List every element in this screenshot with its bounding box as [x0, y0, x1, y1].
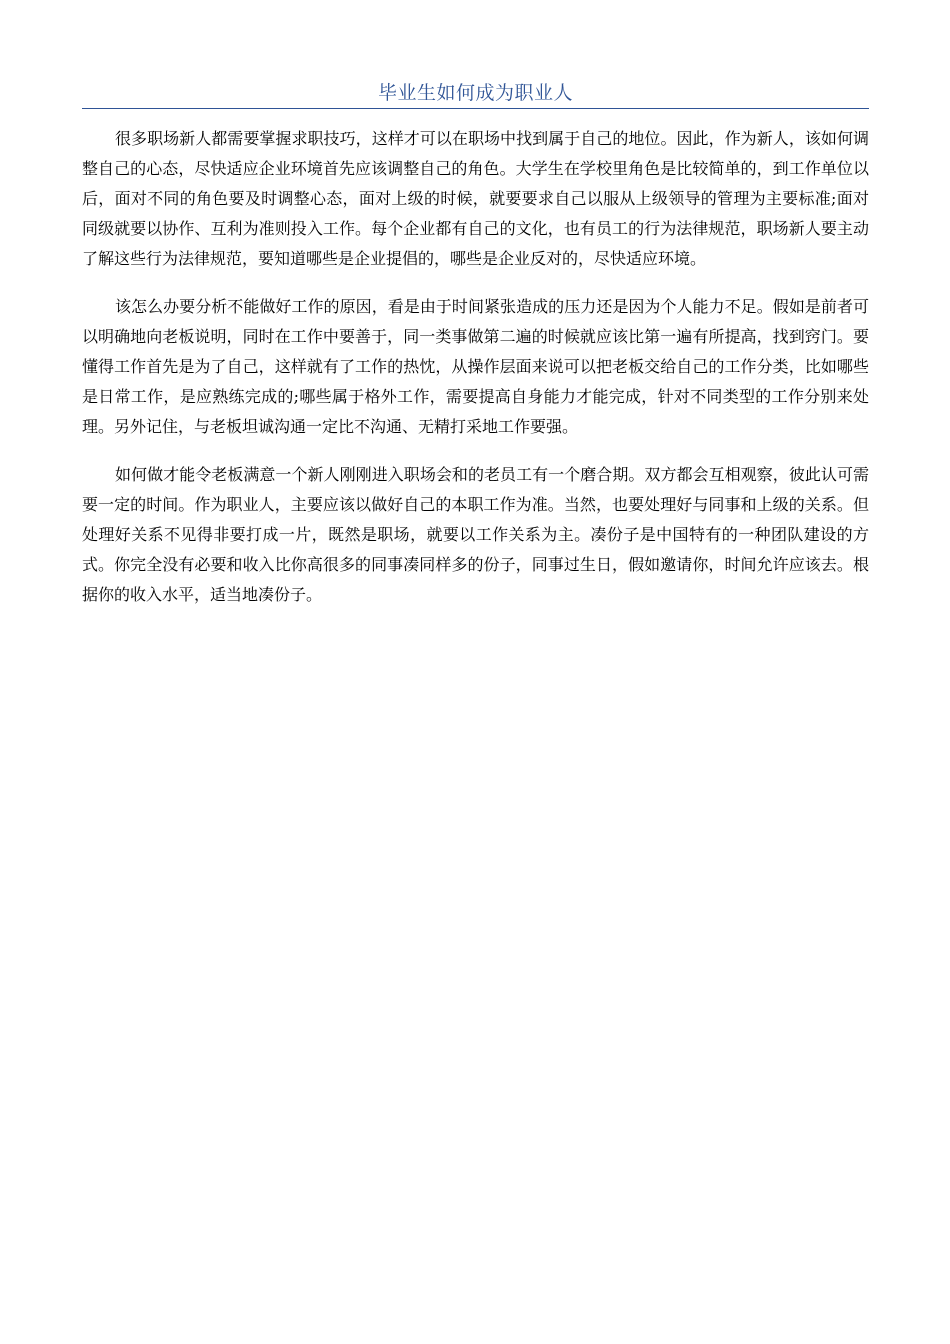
paragraph-2: 该怎么办要分析不能做好工作的原因，看是由于时间紧张造成的压力还是因为个人能力不足。假如是前者可以明确地向老板说明，同时在工作中要善于，同一类事做第二遍的时候就应该比第一遍有所提高，找到窍门。要懂得工作首先是为了自己，这样就有了工作的热忱，从操作层面来说可以把老板交给自己的工作分类，比如哪些是日常工作，是应熟练完成的;哪些属于格外工作，需要提高自身能力才能完成，针对不同类型的工作分别来处理。另外记住，与老板坦诚沟通一定比不沟通、无精打采地工作要强。 — [82, 297, 869, 436]
paragraph-1: 很多职场新人都需要掌握求职技巧，这样才可以在职场中找到属于自己的地位。因此，作为新人，该如何调整自己的心态，尽快适应企业环境首先应该调整自己的角色。大学生在学校里角色是比较简单的，到工作单位以后，面对不同的角色要及时调整心态，面对上级的时候，就要要求自己以服从上级领导的管理为主要标准;面对同级就要以协作、互利为准则投入工作。每个企业都有自己的文化，也有员工的行为法律规范，职场新人要主动了解这些行为法律规范，要知道哪些是企业提倡的，哪些是企业反对的，尽快适应环境。 — [82, 129, 869, 268]
paragraph-3: 如何做才能令老板满意一个新人刚刚进入职场会和的老员工有一个磨合期。双方都会互相观察，彼此认可需要一定的时间。作为职业人，主要应该以做好自己的本职工作为准。当然，也要处理好与同事和上级的关系。但处理好关系不见得非要打成一片，既然是职场，就要以工作关系为主。凑份子是中国特有的一种团队建设的方式。你完全没有必要和收入比你高很多的同事凑同样多的份子，同事过生日，假如邀请你，时间允许应该去。根据你的收入水平，适当地凑份子。 — [82, 465, 869, 604]
page-header — [82, 78, 869, 109]
article-body — [82, 124, 869, 628]
page-title: 毕业生如何成为职业人 — [377, 82, 573, 104]
